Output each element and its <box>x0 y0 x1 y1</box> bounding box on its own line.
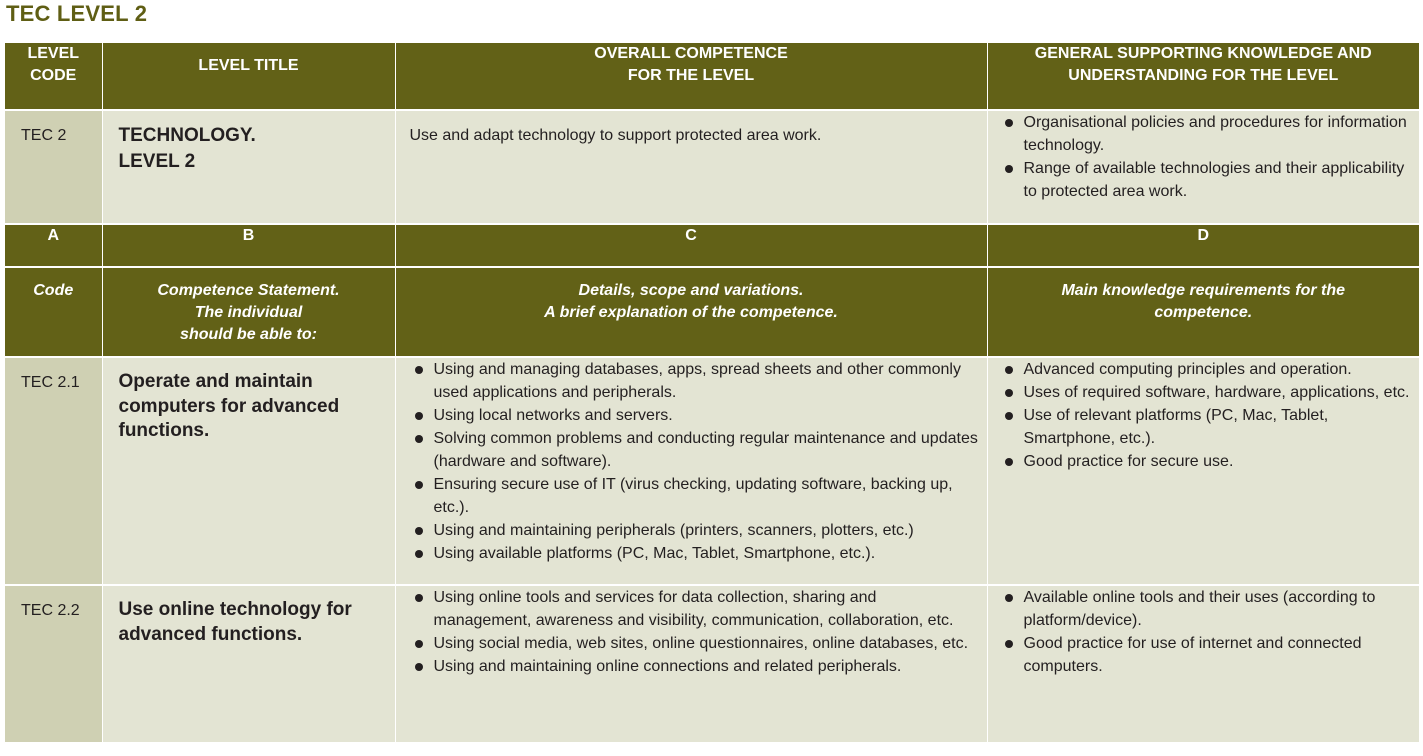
level-competence-cell: Use and adapt technology to support protected area work. <box>395 110 987 224</box>
bullet-item: Using and maintaining online connections and related peripherals. <box>412 655 979 678</box>
subheader-details: Details, scope and variations. A brief explanation of the competence. <box>395 267 987 357</box>
subheader-statement: Competence Statement. The individual should be able to: <box>102 267 395 357</box>
level-code-cell: TEC 2 <box>5 110 102 224</box>
row-details-list <box>396 358 987 565</box>
letter-a: A <box>5 224 102 267</box>
subheader-knowledge: Main knowledge requirements for the competence. <box>987 267 1419 357</box>
bullet-item: Good practice for secure use. <box>1002 450 1420 473</box>
header-overall-competence: OVERALL COMPETENCE FOR THE LEVEL <box>395 43 987 110</box>
bullet-item: Using social media, web sites, online questionnaires, online databases, etc. <box>412 632 979 655</box>
letter-c: C <box>395 224 987 267</box>
bullet-item: Good practice for use of internet and connected computers. <box>1002 632 1420 678</box>
row-code-cell: TEC 2.1 <box>5 357 102 585</box>
row-statement-cell: Operate and maintain computers for advanced functions. <box>102 357 395 585</box>
bullet-item: Uses of required software, hardware, applications, etc. <box>1002 381 1420 404</box>
level-knowledge-list <box>988 111 1420 203</box>
table-row <box>5 357 1419 585</box>
row-statement-cell: Use online technology for advanced functions. <box>102 585 395 743</box>
bullet-item: Range of available technologies and their applicability to protected area work. <box>1002 157 1420 203</box>
header-row <box>5 43 1419 110</box>
letter-d: D <box>987 224 1419 267</box>
letter-b: B <box>102 224 395 267</box>
subheader-row <box>5 267 1419 357</box>
bullet-item: Using local networks and servers. <box>412 404 979 427</box>
header-level-title: LEVEL TITLE <box>102 43 395 110</box>
row-details-cell <box>395 357 987 585</box>
subheader-code: Code <box>5 267 102 357</box>
bullet-item: Solving common problems and conducting regular maintenance and updates (hardware and software). <box>412 427 979 473</box>
letter-row <box>5 224 1419 267</box>
competence-table <box>5 43 1419 744</box>
bullet-item: Using and maintaining peripherals (printers, scanners, plotters, etc.) <box>412 519 979 542</box>
row-knowledge-cell <box>987 585 1419 743</box>
level-title-cell: TECHNOLOGY. LEVEL 2 <box>102 110 395 224</box>
bullet-item: Available online tools and their uses (according to platform/device). <box>1002 586 1420 632</box>
row-code-cell: TEC 2.2 <box>5 585 102 743</box>
bullet-item: Using available platforms (PC, Mac, Tablet, Smartphone, etc.). <box>412 542 979 565</box>
bullet-item: Advanced computing principles and operation. <box>1002 358 1420 381</box>
bullet-item: Organisational policies and procedures for information technology. <box>1002 111 1420 157</box>
row-knowledge-cell <box>987 357 1419 585</box>
page-title: TEC LEVEL 2 <box>6 1 148 26</box>
row-details-cell <box>395 585 987 743</box>
level-row <box>5 110 1419 224</box>
row-details-list <box>396 586 987 678</box>
bullet-item: Using and managing databases, apps, spread sheets and other commonly used applications and peripherals. <box>412 358 979 404</box>
bullet-item: Use of relevant platforms (PC, Mac, Tablet, Smartphone, etc.). <box>1002 404 1420 450</box>
table-row <box>5 585 1419 743</box>
row-knowledge-list <box>988 586 1420 678</box>
bullet-item: Using online tools and services for data collection, sharing and management, awareness and visibility, communication, collaboration, etc. <box>412 586 979 632</box>
bullet-item: Ensuring secure use of IT (virus checking, updating software, backing up, etc.). <box>412 473 979 519</box>
header-general-knowledge: GENERAL SUPPORTING KNOWLEDGE AND UNDERSTANDING FOR THE LEVEL <box>987 43 1419 110</box>
header-level-code: LEVEL CODE <box>5 43 102 110</box>
row-knowledge-list <box>988 358 1420 473</box>
level-knowledge-cell <box>987 110 1419 224</box>
